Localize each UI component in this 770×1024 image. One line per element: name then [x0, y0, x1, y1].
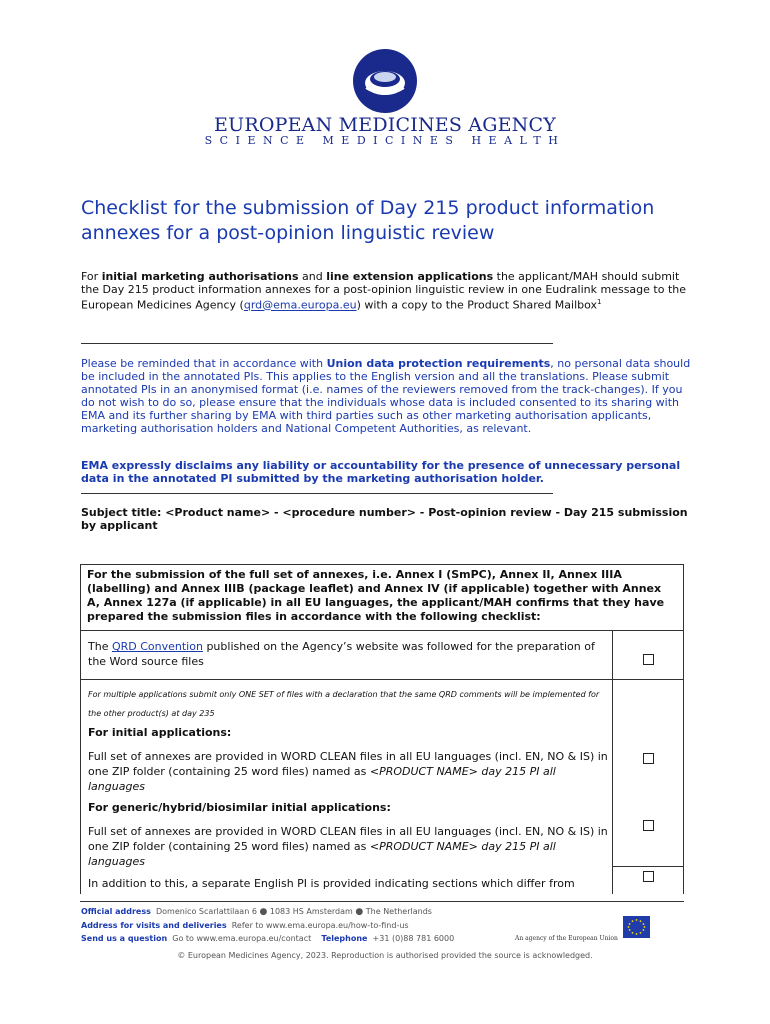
footer-official-address — [81, 907, 432, 917]
checkbox-initial[interactable] — [643, 753, 654, 764]
row1-post: published on the Agency’s website was followed for the preparation of the Word source files — [88, 640, 595, 668]
footer-contact — [81, 934, 454, 944]
agency-of-eu-text: An agency of the European Union — [515, 935, 618, 942]
disclaimer-paragraph: EMA expressly disclaims any liability or accountability for the presence of unnecessary personal data in the annotated PI submitted by the marketing authorisation holder. — [81, 459, 681, 485]
footer-divider — [80, 901, 684, 902]
checkbox-english-pi[interactable] — [643, 871, 654, 882]
intro-text-4: ) with a copy to the Product Shared Mailbox — [356, 298, 598, 312]
privacy-text-1: Please be reminded that in accordance with — [81, 357, 327, 370]
initial-item-italic: <PRODUCT NAME> day 215 PI all languages — [88, 765, 556, 793]
cell-divider — [612, 866, 683, 867]
question-label: Send us a question — [81, 934, 168, 943]
intro-bold-1: initial marketing authorisations — [101, 270, 299, 283]
bullet-icon: ● — [355, 907, 364, 917]
ema-logo-icon — [352, 48, 418, 114]
intro-bold-2: line extension applications — [326, 270, 494, 283]
document-title: Checklist for the submission of Day 215 product information annexes for a post-opinion linguistic review — [81, 197, 655, 244]
contact-link[interactable]: Go to www.ema.europa.eu/contact — [172, 934, 312, 943]
checkbox-generic[interactable] — [643, 820, 654, 831]
official-address-label: Official address — [81, 907, 151, 916]
agency-name: EUROPEAN MEDICINES AGENCY — [214, 114, 556, 136]
qrd-convention-link[interactable]: QRD Convention — [111, 640, 203, 653]
intro-text-2: and — [298, 270, 327, 283]
telephone-label: Telephone — [321, 934, 368, 943]
generic-item-text — [88, 824, 608, 869]
telephone-number: +31 (0)88 781 6000 — [372, 934, 455, 943]
privacy-paragraph — [81, 357, 691, 435]
agency-tagline: SCIENCE MEDICINES HEALTH — [204, 134, 566, 147]
eu-flag-icon — [623, 916, 650, 938]
intro-text-1: For — [81, 270, 102, 283]
subject-title: Subject title: <Product name> - <procedure number> - Post-opinion review - Day 215 submission by applicant — [81, 506, 688, 532]
footnote-ref: 1 — [597, 298, 602, 306]
separate-english-pi-text: In addition to this, a separate English PI is provided indicating sections which differ from — [88, 877, 575, 890]
qrd-email-link[interactable]: qrd@ema.europa.eu — [243, 298, 357, 312]
official-address-country: The Netherlands — [365, 907, 432, 916]
privacy-text-2: , no personal data should be included in the annotated PIs. This applies to the English version and all the translations. Please submit annotated PIs in an anonymised format (i.e. names of the reviewers removed from the track-changes). If you do not wish to do so, please ensure that the individuals whose data is included consented to its sharing with EMA and its further sharing by EMA with third parties such as other marketing authorisation applicants, marketing authorisation holders and National Competent Authorities, as relevant. — [81, 357, 691, 435]
official-address-city: 1083 HS Amsterdam — [269, 907, 353, 916]
row1-pre: The — [88, 640, 112, 653]
multiple-applications-note: For multiple applications submit only ONE SET of files with a declaration that the same QRD comments will be implemented for the other product(s) at day 235 — [88, 690, 600, 718]
visits-label: Address for visits and deliveries — [81, 921, 227, 930]
table-header: For the submission of the full set of annexes, i.e. Annex I (SmPC), Annex II, Annex IIIA (labelling) and Annex IIIB (package leaflet) and Annex IV (if applicable) together with Annex A, Annex 127a (if applicable) in all EU languages, the applicant/MAH confirms that they have prepared the submission files in accordance with the following checklist: — [81, 565, 683, 631]
copyright-notice: © European Medicines Agency, 2023. Reproduction is authorised provided the source is acknowledged. — [177, 951, 593, 960]
initial-item-text — [88, 749, 608, 794]
generic-applications-heading: For generic/hybrid/biosimilar initial applications: — [88, 801, 391, 814]
privacy-bold: Union data protection requirements — [326, 357, 551, 370]
qrd-row-text — [88, 639, 608, 669]
intro-paragraph — [81, 270, 691, 312]
divider — [81, 493, 553, 494]
official-address-street: Domenico Scarlattilaan 6 — [155, 907, 257, 916]
column-divider — [612, 631, 613, 894]
generic-item-pre: Full set of annexes are provided in WORD CLEAN files in all EU languages (incl. EN, NO & IS) in one ZIP folder (containing 25 word files) named as — [88, 825, 608, 853]
generic-item-italic: <PRODUCT NAME> day 215 PI all languages — [88, 840, 556, 868]
checkbox-qrd[interactable] — [643, 654, 654, 665]
checklist-table — [80, 564, 684, 894]
intro-text-3: the applicant/MAH should submit the Day 215 product information annexes for a post-opinion linguistic review in one Eudralink message to the European Medicines Agency ( — [81, 270, 686, 312]
bullet-icon: ● — [259, 907, 268, 917]
footer-visits — [81, 921, 409, 931]
divider — [81, 343, 553, 344]
row-divider — [81, 679, 683, 680]
initial-applications-heading: For initial applications: — [88, 726, 232, 739]
visits-link[interactable]: Refer to www.ema.europa.eu/how-to-find-us — [231, 921, 409, 930]
initial-item-pre: Full set of annexes are provided in WORD CLEAN files in all EU languages (incl. EN, NO & IS) in one ZIP folder (containing 25 word files) named as — [88, 750, 608, 778]
